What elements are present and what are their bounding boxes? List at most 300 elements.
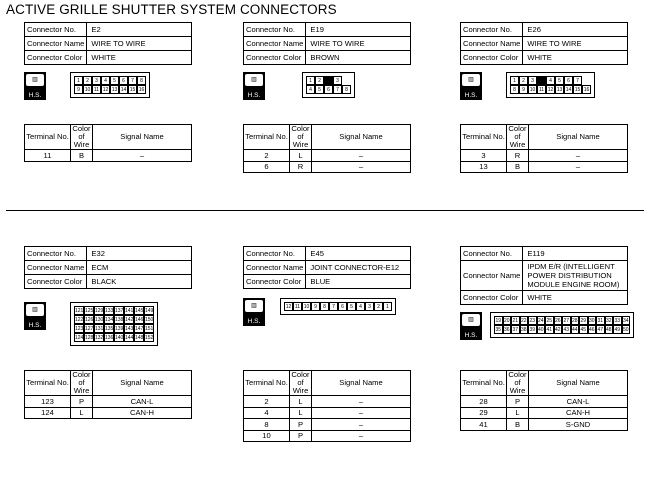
pin: 10 [84,87,91,93]
connector-name-label: Connector Name [25,261,87,275]
pin: 19 [495,318,502,324]
connector-color-label: Connector Color [25,275,87,289]
pin: 24 [537,318,544,324]
table-cell: P [71,396,93,408]
connector-face [70,72,150,98]
connector-no-row [461,247,628,261]
pin: 142 [125,317,134,323]
column-header: Signal Name [312,125,411,150]
pin: 14 [565,87,572,93]
terminal-header [244,125,411,150]
column-header: Color of Wire [291,370,310,395]
connector-no-row [244,23,411,37]
pin: 127 [85,326,94,332]
connector-no-row [461,23,628,37]
pin: 47 [597,327,604,333]
connector-no-label: Connector No. [461,247,523,261]
pin: 5 [555,76,564,85]
pin-row [510,85,591,94]
connector-color-label: Connector Color [461,291,523,305]
connector-glyph-icon: ▥ [462,314,480,326]
connector-name-row [25,37,192,51]
pin: 143 [125,326,134,332]
table-cell: 4 [244,407,290,419]
table-row [461,150,628,162]
pin-row [306,85,351,94]
connector-no-label: Connector No. [25,23,87,37]
table-cell: B [507,419,529,431]
connector-name-value: WIRE TO WIRE [523,37,628,51]
pin: 141 [125,308,134,314]
connector-color-row [461,291,628,305]
table-row [244,430,411,442]
pin: 27 [563,318,570,324]
connector-no-value: E19 [306,23,411,37]
table-row [25,396,192,408]
pin: 124 [75,335,84,341]
pin: 3 [365,302,374,311]
terminal-table [243,124,411,173]
pin: 44 [571,327,578,333]
pin: 136 [105,335,114,341]
connector-block [24,22,192,65]
connector-info-table [24,246,192,289]
pin: 15 [129,87,136,93]
connector-name-row [25,261,192,275]
pin: 151 [145,326,154,332]
connector-glyph-icon: ▥ [26,304,44,316]
connector-no-row [25,247,192,261]
column-header: Color of Wire [508,124,527,149]
pin: 7 [128,76,137,85]
table-cell: 28 [461,396,507,408]
pin: 148 [135,335,144,341]
pin: 121 [75,308,84,314]
pin: 1 [74,76,83,85]
pin: 144 [125,335,134,341]
pin: 123 [75,326,84,332]
terminal-table [24,124,192,162]
connector-name-label: Connector Name [25,37,87,51]
table-cell: R [507,150,529,162]
table-cell: L [290,407,312,419]
pin: 133 [105,308,114,314]
pin: 131 [95,326,104,332]
pin: 3 [333,76,342,85]
table-cell: 8 [244,419,290,431]
connector-info-table [460,246,628,305]
pin: 146 [135,317,144,323]
column-header: Signal Name [312,371,411,396]
pin: 12 [285,304,292,310]
column-header: Signal Name [529,125,628,150]
table-row [461,161,628,173]
pin: 140 [115,335,124,341]
pin: 29 [580,318,587,324]
connector-name-row [461,261,628,291]
table-cell: 41 [461,419,507,431]
pin: 23 [529,318,536,324]
hs-label: H.S. [464,92,478,99]
terminal-header [25,371,192,396]
table-cell: B [507,161,529,173]
pin: 1 [383,302,392,311]
pin: 9 [519,85,528,94]
pin: 9 [311,302,320,311]
table-cell: CAN-L [529,396,628,408]
hs-label: H.S. [247,318,261,325]
column-header: Signal Name [93,371,192,396]
table-cell: 2 [244,396,290,408]
pin: 135 [105,326,114,332]
connector-color-label: Connector Color [244,275,306,289]
pin: 33 [614,318,621,324]
connector-name-value: IPDM E/R (INTELLIGENT POWER DISTRIBUTION MODULE ENGINE ROOM) [523,261,628,291]
pin: 1 [510,76,519,85]
pin: 2 [315,76,324,85]
connector-name-label: Connector Name [461,37,523,51]
table-cell: 13 [461,161,507,173]
connector-name-label: Connector Name [244,37,306,51]
pin: 2 [83,76,92,85]
pin: 31 [597,318,604,324]
terminal-header [244,371,411,396]
column-header: Signal Name [529,371,628,396]
connector-info-table [460,22,628,65]
pin-row [494,325,630,334]
connector-info-table [243,246,411,289]
connector-color-row [25,275,192,289]
pin: 147 [135,326,144,332]
pin: 139 [115,326,124,332]
terminal-table [24,370,192,419]
pin-row [74,333,154,342]
pin: 122 [75,317,84,323]
connector-block [24,246,192,289]
pin: 4 [356,302,365,311]
connector-no-row [25,23,192,37]
connector-no-label: Connector No. [244,23,306,37]
harness-side-icon [24,302,46,330]
pin-row [74,85,146,94]
table-cell: 6 [244,161,290,173]
connector-face [70,302,158,346]
connector-color-row [244,51,411,65]
pin: 149 [145,308,154,314]
pin: 45 [580,327,587,333]
pin: 7 [573,76,582,85]
pin: 4 [101,76,110,85]
connector-no-value: E26 [523,23,628,37]
table-cell: – [312,419,411,431]
pin: 5 [347,302,356,311]
connector-color-row [461,51,628,65]
pin: 41 [546,327,553,333]
connector-name-value: WIRE TO WIRE [87,37,192,51]
table-cell: 3 [461,150,507,162]
terminal-header [25,125,192,150]
column-header: Signal Name [93,125,192,150]
hs-label: H.S. [464,332,478,339]
pin: 10 [303,304,310,310]
column-header: Color of Wire [291,124,310,149]
connector-no-value: E45 [306,247,411,261]
pin: 138 [115,317,124,323]
table-cell: L [507,407,529,419]
table-cell: L [71,407,93,419]
pin: 16 [138,87,145,93]
hs-label: H.S. [28,322,42,329]
pin: 11 [294,304,301,310]
connector-info-table [24,22,192,65]
harness-side-icon [243,298,265,326]
pin: 8 [510,85,519,94]
pin: 6 [119,76,128,85]
connector-no-row [244,247,411,261]
table-cell: 29 [461,407,507,419]
pin: 9 [74,85,83,94]
pin: 150 [145,317,154,323]
harness-side-icon [24,72,46,100]
table-row [244,161,411,173]
connector-color-row [25,51,192,65]
table-cell: – [529,161,628,173]
table-cell: – [312,430,411,442]
table-row [244,150,411,162]
connector-color-label: Connector Color [461,51,523,65]
terminal-header [461,371,628,396]
pin [537,76,546,85]
terminal-header [461,125,628,150]
page-title: ACTIVE GRILLE SHUTTER SYSTEM CONNECTORS [6,2,337,17]
pin: 1 [306,76,315,85]
pin: 7 [329,302,338,311]
table-row [244,396,411,408]
table-cell: R [290,161,312,173]
connector-face [302,72,355,98]
pin: 34 [622,318,629,324]
connector-face [506,72,595,98]
table-cell: – [312,150,411,162]
column-header: Terminal No. [25,125,71,150]
pin: 6 [564,76,573,85]
connector-block [460,22,628,65]
connector-name-label: Connector Name [244,261,306,275]
table-cell: 11 [25,150,71,162]
connector-color-value: WHITE [523,291,628,305]
pin-row [74,324,154,333]
pin: 4 [546,76,555,85]
pin: 8 [342,85,351,94]
connector-name-value: WIRE TO WIRE [306,37,411,51]
column-header: Color of Wire [72,370,91,395]
pin: 32 [605,318,612,324]
pin: 12 [102,87,109,93]
table-cell: – [312,396,411,408]
pin: 15 [574,87,581,93]
connector-name-row [244,261,411,275]
table-cell: P [290,419,312,431]
pin: 10 [529,87,536,93]
pin: 13 [556,87,563,93]
pin: 40 [537,327,544,333]
harness-side-icon [243,72,265,100]
connector-no-label: Connector No. [461,23,523,37]
pin: 22 [520,318,527,324]
column-header: Terminal No. [244,125,290,150]
table-cell: CAN-H [93,407,192,419]
connector-no-value: E2 [87,23,192,37]
table-row [244,407,411,419]
column-header: Terminal No. [244,371,290,396]
pin: 35 [495,327,502,333]
pin: 152 [145,335,154,341]
column-header: Terminal No. [461,125,507,150]
connector-name-row [244,37,411,51]
pin: 14 [120,87,127,93]
pin-row [284,302,392,311]
pin: 12 [547,87,554,93]
pin: 16 [583,87,590,93]
pin: 3 [92,76,101,85]
pin-row [306,76,351,85]
pin: 30 [588,318,595,324]
pin: 50 [622,327,629,333]
table-cell: 124 [25,407,71,419]
connector-block [243,246,411,289]
connector-color-row [244,275,411,289]
connector-no-value: E32 [87,247,192,261]
table-cell: – [529,150,628,162]
pin: 26 [554,318,561,324]
pin: 38 [520,327,527,333]
harness-side-icon [460,72,482,100]
table-cell: CAN-L [93,396,192,408]
pin: 6 [324,85,333,94]
pin: 39 [529,327,536,333]
connector-face [280,298,396,315]
pin: 13 [111,87,118,93]
pin: 126 [85,317,94,323]
pin: 2 [519,76,528,85]
pin-row [74,306,154,315]
pin: 49 [614,327,621,333]
connector-color-label: Connector Color [244,51,306,65]
connector-name-value: ECM [87,261,192,275]
pin: 2 [374,302,383,311]
pin-row [74,76,146,85]
table-row [461,419,628,431]
terminal-table [460,370,628,431]
connector-glyph-icon: ▥ [245,74,263,86]
connector-color-value: WHITE [523,51,628,65]
pin: 4 [306,85,315,94]
pin: 25 [546,318,553,324]
table-cell: CAN-H [529,407,628,419]
pin: 11 [538,87,545,93]
pin: 28 [571,318,578,324]
connector-no-value: E119 [523,247,628,261]
table-row [25,407,192,419]
column-header: Color of Wire [72,124,91,149]
pin: 5 [110,76,119,85]
terminal-table [460,124,628,173]
pin: 21 [512,318,519,324]
pin: 43 [563,327,570,333]
column-header: Terminal No. [461,371,507,396]
pin: 128 [85,335,94,341]
connector-info-table [243,22,411,65]
table-cell: 123 [25,396,71,408]
table-row [25,150,192,162]
table-cell: P [507,396,529,408]
pin: 145 [135,308,144,314]
hs-label: H.S. [247,92,261,99]
table-cell: B [71,150,93,162]
pin: 130 [95,317,104,323]
pin: 48 [605,327,612,333]
connector-name-label: Connector Name [461,261,523,291]
connector-color-value: BLACK [87,275,192,289]
section-divider [6,210,644,211]
table-row [244,419,411,431]
pin: 7 [333,85,342,94]
pin-row [74,315,154,324]
pin: 5 [315,85,324,94]
column-header: Color of Wire [508,370,527,395]
pin: 42 [554,327,561,333]
table-row [461,407,628,419]
connector-face [490,312,634,338]
pin [324,76,333,85]
pin: 37 [512,327,519,333]
connector-glyph-icon: ▥ [26,74,44,86]
pin: 125 [85,308,94,314]
terminal-table [243,370,411,442]
table-cell: P [290,430,312,442]
pin: 129 [95,308,104,314]
pin: 8 [137,76,146,85]
connector-no-label: Connector No. [244,247,306,261]
connector-color-value: BROWN [306,51,411,65]
pin: 134 [105,317,114,323]
table-cell: 2 [244,150,290,162]
table-cell: S-GND [529,419,628,431]
table-cell: – [312,161,411,173]
pin: 137 [115,308,124,314]
connector-no-label: Connector No. [25,247,87,261]
connector-name-row [461,37,628,51]
pin: 132 [95,335,104,341]
connector-color-value: BLUE [306,275,411,289]
pin-row [510,76,591,85]
table-row [461,396,628,408]
pin: 46 [588,327,595,333]
connector-block [460,246,628,305]
hs-label: H.S. [28,92,42,99]
table-cell: – [93,150,192,162]
connector-name-value: JOINT CONNECTOR-E12 [306,261,411,275]
connector-color-label: Connector Color [25,51,87,65]
connector-color-value: WHITE [87,51,192,65]
pin: 3 [528,76,537,85]
connector-block [243,22,411,65]
pin: 8 [320,302,329,311]
harness-side-icon [460,312,482,340]
pin: 36 [503,327,510,333]
table-cell: L [290,150,312,162]
pin: 20 [503,318,510,324]
